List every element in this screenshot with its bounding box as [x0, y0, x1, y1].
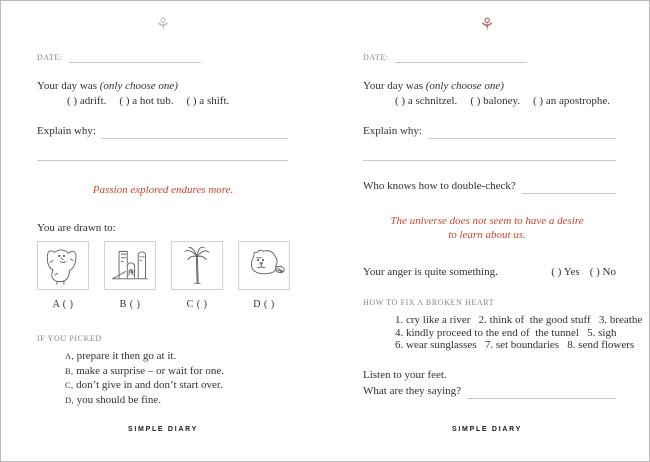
palm-tree-sketch-icon	[174, 245, 220, 287]
option-baloney: ( ) baloney.	[470, 95, 520, 107]
double-check-write-line	[522, 185, 616, 194]
picked-letter: D,	[65, 394, 74, 405]
picked-text: don’t give in and don’t start over.	[76, 379, 223, 392]
option-adrift: ( ) adrift.	[67, 95, 107, 107]
drawn-prompt: You are drawn to:	[37, 222, 116, 234]
picked-item-c	[65, 379, 224, 394]
picked-item-a	[65, 350, 224, 365]
day-prompt-note: (only choose one)	[99, 80, 178, 92]
saying-row	[363, 385, 616, 399]
saying-write-line	[467, 390, 616, 399]
picked-letter: B,	[65, 365, 74, 376]
explain-write-line	[428, 130, 616, 139]
option-no: ( ) No	[589, 266, 616, 278]
double-check-row	[363, 180, 616, 194]
choice-c-box	[171, 241, 223, 290]
picked-text: make a surprise – or wait for one.	[76, 364, 224, 377]
right-page	[325, 1, 649, 461]
day-prompt-text: Your day was	[363, 80, 426, 92]
choice-b-label: B ( )	[119, 299, 141, 310]
answer-write-line	[363, 150, 616, 161]
option-hot-tub: ( ) a hot tub.	[119, 95, 174, 107]
explain-write-line	[102, 130, 288, 139]
explain-row	[37, 125, 288, 139]
picked-text: prepare it then go at it.	[76, 350, 177, 362]
aphorism	[325, 214, 649, 242]
picked-text: you should be fine.	[76, 393, 161, 406]
day-options	[67, 95, 242, 109]
anger-row	[363, 266, 616, 280]
explain-label: Explain why:	[37, 125, 96, 137]
beaver-sketch-icon	[241, 245, 287, 287]
choice-d-box	[238, 241, 290, 290]
day-options	[395, 95, 623, 109]
dog-sketch-icon	[40, 245, 86, 287]
choice-d-label: D ( )	[253, 299, 275, 310]
explain-label: Explain why:	[363, 125, 422, 137]
flower-ornament-icon: ⚘	[155, 15, 171, 35]
anger-prompt: Your anger is quite something.	[363, 266, 498, 278]
day-prompt-text: Your day was	[37, 80, 100, 92]
option-apostrophe: ( ) an apostrophe.	[533, 95, 610, 107]
fix-line-2: 4. kindly proceed to the end of the tunnel 5. sigh	[395, 326, 617, 339]
double-check-prompt: Who knows how to double-check?	[363, 180, 516, 192]
picked-letter: C,	[65, 380, 74, 391]
picked-heading: IF YOU PICKED	[37, 334, 102, 343]
date-row	[363, 53, 616, 63]
choice-a-box	[37, 241, 89, 290]
choice-c	[171, 241, 223, 312]
answer-write-line	[37, 150, 288, 161]
option-shift: ( ) a shift.	[186, 95, 230, 107]
option-yes: ( ) Yes	[551, 266, 580, 278]
left-page	[1, 1, 325, 461]
date-label: DATE:	[363, 53, 389, 62]
date-row	[37, 53, 288, 63]
choice-c-label: C ( )	[186, 299, 208, 310]
day-prompt	[37, 80, 178, 94]
choice-b	[104, 241, 156, 312]
aphorism: Passion explored endures more.	[92, 184, 234, 196]
day-prompt-note: (only choose one)	[425, 80, 504, 92]
saying-prompt: What are they saying?	[363, 384, 462, 397]
fix-list	[395, 314, 642, 352]
picked-list	[65, 350, 224, 408]
page-footer: SIMPLE DIARY	[128, 426, 198, 433]
fix-line-3: 6. wear sunglasses 7. set boundaries 8. send flowers	[395, 339, 635, 351]
option-schnitzel: ( ) a schnitzel.	[395, 95, 458, 107]
date-label: DATE:	[37, 53, 63, 62]
picked-item-d	[65, 394, 224, 409]
yes-no-options	[541, 266, 616, 280]
choice-a	[37, 241, 89, 312]
picked-letter: A,	[65, 351, 74, 361]
listen-line: Listen to your feet.	[363, 369, 447, 381]
explain-row	[363, 125, 616, 139]
fix-line-1: 1. cry like a river 2. think of the good stuff 3. breathe	[395, 314, 643, 326]
choice-boxes	[37, 241, 290, 312]
aphorism-line1: The universe does not seem to have a desire	[390, 215, 584, 227]
fix-heading: HOW TO FIX A BROKEN HEART	[363, 298, 495, 307]
choice-a-label: A ( )	[52, 299, 74, 310]
choice-d	[238, 241, 290, 312]
page-footer: SIMPLE DIARY	[452, 426, 522, 433]
listen-block	[363, 369, 616, 399]
date-write-line	[69, 53, 201, 63]
picked-item-b	[65, 365, 224, 380]
date-write-line	[395, 53, 527, 63]
aphorism-line2: to learn about us.	[448, 229, 526, 241]
choice-b-box	[104, 241, 156, 290]
city-buildings-sketch-icon	[107, 245, 153, 287]
flower-ornament-icon: ⚘	[479, 15, 495, 35]
day-prompt	[363, 80, 504, 94]
